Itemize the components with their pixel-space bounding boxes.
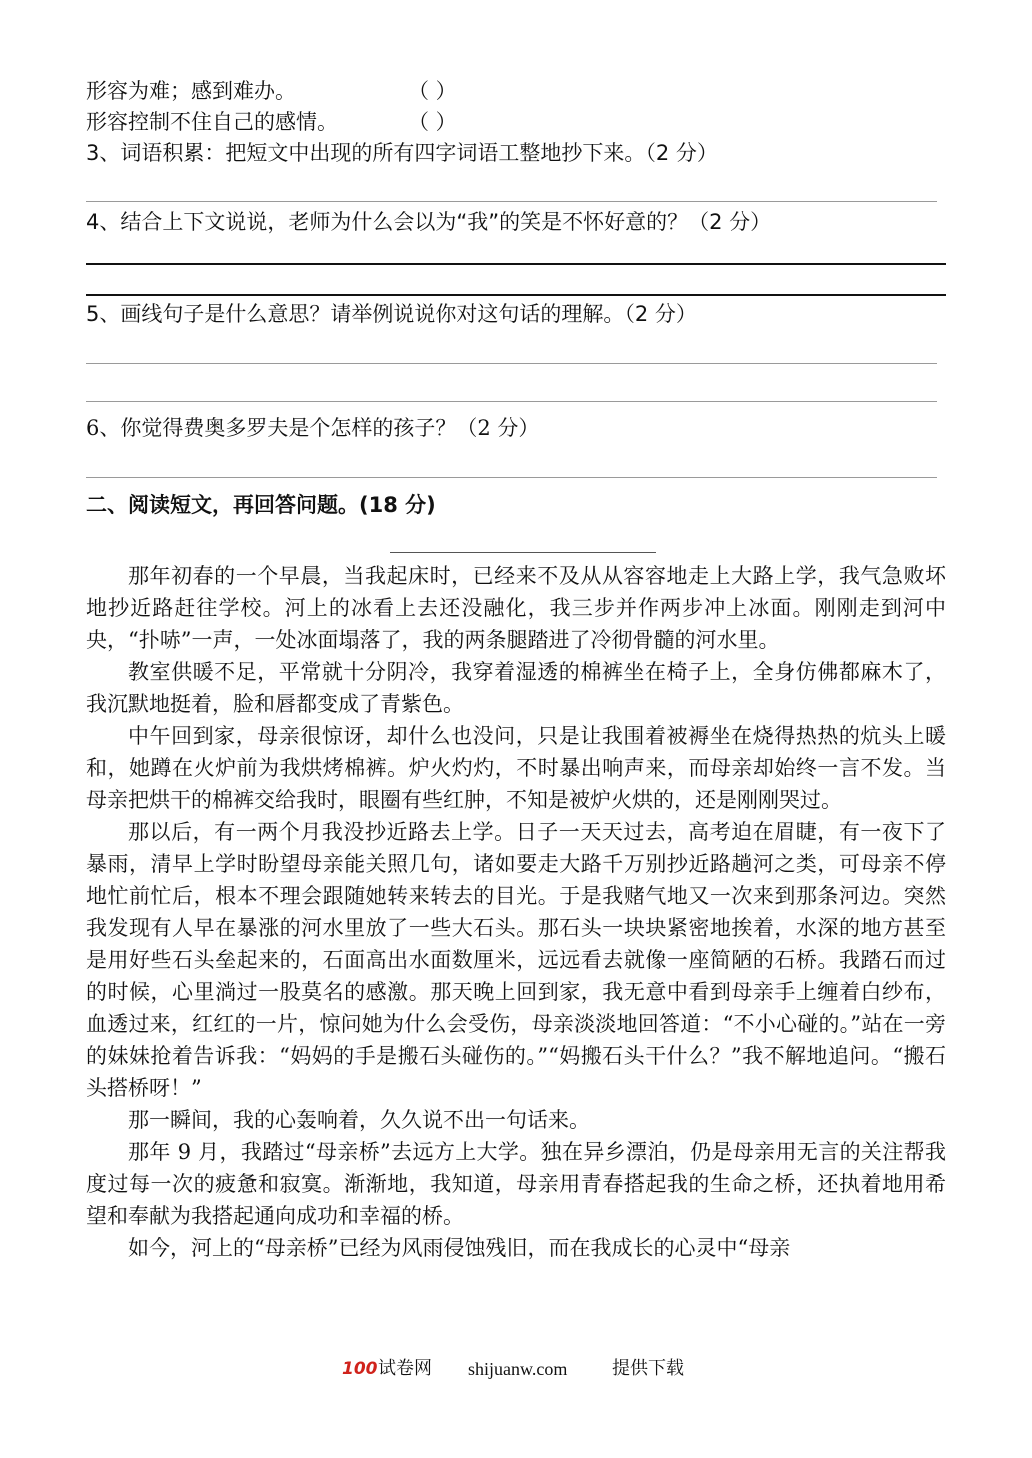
reading-passage <box>86 560 946 1264</box>
answer-line <box>86 201 937 202</box>
answer-line <box>86 477 937 478</box>
vocab-item-text: 形容为难；感到难办。 <box>86 79 296 103</box>
title-blank-line <box>390 552 656 553</box>
vocab-answer-blank: （ ） <box>408 110 457 134</box>
answer-line <box>86 294 946 296</box>
section-2-heading: 二、阅读短文，再回答问题。(18 分) <box>86 493 436 517</box>
passage-paragraph: 中午回到家，母亲很惊讶，却什么也没问，只是让我围着被褥坐在烧得热热的炕头上暖和，她蹲在火炉前为我烘烤棉裤。炉火灼灼，不时暴出响声来，而母亲却始终一言不发。当母亲把烘干的棉裤交给我时，眼圈有些红肿，不知是被炉火烘的，还是刚刚哭过。 <box>86 724 946 812</box>
vocab-answer-blank: （ ） <box>408 79 457 103</box>
site-url: shijuanw.com <box>468 1359 568 1379</box>
answer-line <box>86 401 937 402</box>
vocab-item-text: 形容控制不住自己的感情。 <box>86 110 338 134</box>
question-3: 3、词语积累：把短文中出现的所有四字词语工整地抄下来。（2 分） <box>86 141 718 165</box>
passage-paragraph: 教室供暖不足，平常就十分阴冷，我穿着湿透的棉裤坐在椅子上，全身仿佛都麻木了，我沉默地挺着，脸和唇都变成了青紫色。 <box>86 660 946 716</box>
vocab-item-1 <box>86 76 296 106</box>
site-brand: 试卷网 <box>378 1358 432 1379</box>
vocab-item-2 <box>86 107 338 137</box>
passage-paragraph: 如今，河上的“母亲桥”已经为风雨侵蚀残旧，而在我成长的心灵中“母亲 <box>128 1236 791 1260</box>
passage-paragraph: 那一瞬间，我的心轰响着，久久说不出一句话来。 <box>128 1108 590 1132</box>
question-4: 4、结合上下文说说，老师为什么会以为“我”的笑是不怀好意的？（2 分） <box>86 210 772 234</box>
answer-line <box>86 263 946 265</box>
passage-paragraph: 那以后，有一两个月我没抄近路去上学。日子一天天过去，高考迫在眉睫，有一夜下了暴雨，清早上学时盼望母亲能关照几句，诸如要走大路千万别抄近路趟河之类，可母亲不停地忙前忙后，根本不理会跟随她转来转去的目光。于是我赌气地又一次来到那条河边。突然我发现有人早在暴涨的河水里放了一些大石头。那石头一块块紧密地挨着，水深的地方甚至是用好些石头垒起来的，石面高出水面数厘米，远远看去就像一座简陋的石桥。我踏石而过的时候，心里淌过一股莫名的感激。那天晚上回到家，我无意中看到母亲手上缠着白纱布，血透过来，红红的一片，惊问她为什么会受伤，母亲淡淡地回答道：“不小心碰的。”站在一旁的妹妹抢着告诉我：“妈妈的手是搬石头碰伤的。”“妈搬石头干什么？”我不解地追问。“搬石头搭桥呀！” <box>86 820 946 1100</box>
question-6: 6、你觉得费奥多罗夫是个怎样的孩子？（2 分） <box>86 416 540 440</box>
passage-paragraph: 那年初春的一个早晨，当我起床时，已经来不及从从容容地走上大路上学，我气急败坏地抄近路赶往学校。河上的冰看上去还没融化，我三步并作两步冲上冰面。刚刚走到河中央，“扑哧”一声，一处冰面塌落了，我的两条腿踏进了冷彻骨髓的河水里。 <box>86 564 946 652</box>
passage-paragraph: 那年 9 月，我踏过“母亲桥”去远方上大学。独在异乡漂泊，仍是母亲用无言的关注帮我度过每一次的疲惫和寂寞。渐渐地，我知道，母亲用青春搭起我的生命之桥，还执着地用希望和奉献为我搭起通向成功和幸福的桥。 <box>86 1140 946 1228</box>
question-5: 5、画线句子是什么意思？请举例说说你对这句话的理解。（2 分） <box>86 302 697 326</box>
answer-line <box>86 363 937 364</box>
site-logo: 100 <box>342 1359 378 1379</box>
download-note: 提供下载 <box>612 1358 684 1379</box>
